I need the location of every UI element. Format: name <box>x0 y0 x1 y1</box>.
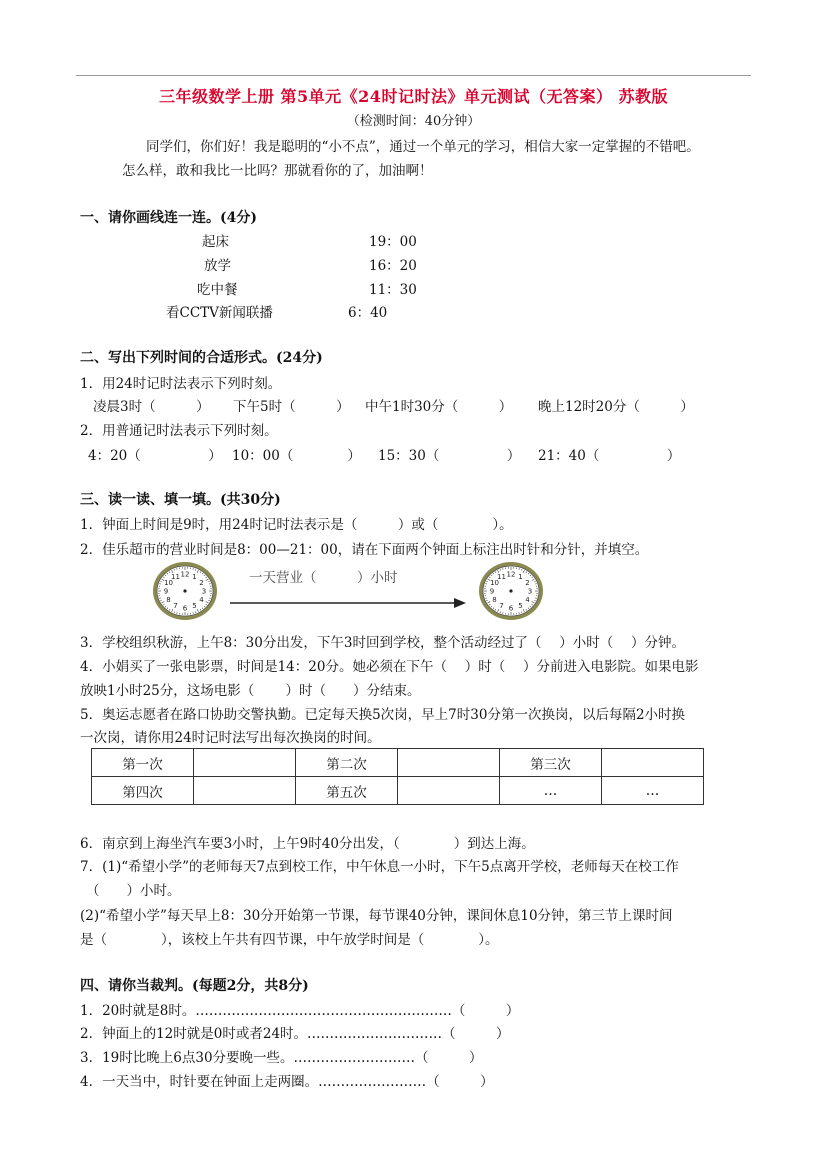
clock-number: 5 <box>518 602 523 611</box>
clock-number: 9 <box>163 587 169 596</box>
clock-number: 1 <box>192 572 197 581</box>
clock-number: 10 <box>164 579 174 587</box>
test-duration: （检测时间：40分钟） <box>346 114 481 129</box>
section1-heading: 一、请你画线连一连。(4分) <box>80 210 257 226</box>
clock-number: 2 <box>199 579 204 587</box>
section3-q2: 2．佳乐超市的营业时间是8：00—21：00，请在下面两个钟面上标注出时针和分针，并填空。 <box>80 542 649 558</box>
table-cell: 第二次 <box>296 749 398 777</box>
table-cell: 第四次 <box>92 777 194 805</box>
section3-heading: 三、读一读、填一填。(共30分) <box>80 492 281 508</box>
section3-q5-line1: 5．奥运志愿者在路口协助交警执勤。已定每天换5次岗，早上7时30分第一次换岗，以后每隔2小时换 <box>80 707 686 723</box>
section2-q2-item-4: 21：40（ ） <box>538 448 681 464</box>
section3-q4-line1: 4．小娟买了一张电影票，时间是14：20分。她必须在下午（ ）时（ ）分前进入电影院。如果电影 <box>80 659 699 675</box>
clock-number: 2 <box>525 579 530 587</box>
section2-q1: 1．用24时记时法表示下列时刻。 <box>80 376 282 392</box>
clock-number: 7 <box>173 602 178 611</box>
section3-q7-2-line2: 是（ ），该校上午共有四节课，中午放学时间是（ ）。 <box>80 932 499 948</box>
shift-change-table <box>91 748 704 805</box>
section3-q3: 3．学校组织秋游，上午8：30分出发，下午3时回到学校，整个活动经过了（ ）小时（ ）分钟。 <box>80 635 686 651</box>
match-left-4: 看CCTV新闻联播 <box>166 305 273 321</box>
section2-q1-item-1: 凌晨3时（ ） <box>93 399 210 415</box>
section2-q2-item-1: 4：20（ ） <box>88 448 222 464</box>
clock-number: 5 <box>192 602 197 611</box>
judge-item-4: 4．一天当中，时针要在钟面上走两圈。……………………（ ） <box>80 1074 494 1090</box>
clock-number: 8 <box>166 596 171 604</box>
section3-q6: 6．南京到上海坐汽车要3小时，上午9时40分出发，（ ）到达上海。 <box>80 836 535 852</box>
table-cell: … <box>500 777 602 805</box>
clock-number: 3 <box>527 587 533 596</box>
match-left-1: 起床 <box>202 234 229 250</box>
section2-heading: 二、写出下列时间的合适形式。(24分) <box>80 350 323 366</box>
match-right-4: 6：40 <box>348 305 388 321</box>
clock-center <box>509 589 512 592</box>
section2-q1-item-2: 下午5时（ ） <box>233 399 350 415</box>
match-right-1: 19：00 <box>369 234 417 250</box>
clock-number: 6 <box>182 604 188 613</box>
match-right-3: 11：30 <box>369 282 417 298</box>
answer-cell[interactable] <box>602 749 704 777</box>
answer-cell[interactable] <box>398 777 500 805</box>
clock-number: 11 <box>171 572 180 581</box>
section2-q1-item-4: 晚上12时20分（ ） <box>538 399 694 415</box>
clock-number: 7 <box>499 602 504 611</box>
clock-face-right <box>476 560 546 622</box>
clock-number: 12 <box>506 570 516 579</box>
clock-number: 11 <box>497 572 506 581</box>
answer-cell[interactable] <box>194 777 296 805</box>
clock-number: 9 <box>489 587 495 596</box>
table-cell: 第三次 <box>500 749 602 777</box>
section3-q4-line2: 放映1小时25分，这场电影（ ）时（ ）分结束。 <box>80 683 421 699</box>
table-cell: 第五次 <box>296 777 398 805</box>
table-row <box>92 749 704 777</box>
section2-q1-item-3: 中午1时30分（ ） <box>365 399 513 415</box>
section2-q2-item-2: 10：00（ ） <box>232 448 361 464</box>
match-left-3: 吃中餐 <box>197 282 238 298</box>
section3-q7-1-line2: （ ）小时。 <box>86 883 181 899</box>
table-cell: … <box>602 777 704 805</box>
clock-number: 6 <box>508 604 514 613</box>
answer-cell[interactable] <box>194 749 296 777</box>
table-cell: 第一次 <box>92 749 194 777</box>
clock-number: 4 <box>525 596 530 604</box>
section3-q1: 1．钟面上时间是9时，用24时记时法表示是（ ）或（ ）。 <box>80 517 513 533</box>
clock-number: 10 <box>490 579 500 587</box>
clock-number: 1 <box>518 572 523 581</box>
section3-q7-2-line1: (2)“希望小学”每天早上8：30分开始第一节课，每节课40分钟，课间休息10分钟，第三节上课时间 <box>80 908 673 924</box>
judge-item-2: 2．钟面上的12时就是0时或者24时。…………………………（ ） <box>80 1026 510 1042</box>
intro-line-1: 同学们，你们好！我是聪明的“小不点”，通过一个单元的学习，相信大家一定掌握的不错吧。 <box>146 139 700 155</box>
header-rule <box>76 75 751 76</box>
section3-q7-1-line1: 7．(1)“希望小学”的老师每天7点到校工作，中午休息一小时，下午5点离开学校，老师每天在校工作 <box>80 859 679 875</box>
page-title: 三年级数学上册 第5单元《24时记时法》单元测试（无答案） 苏教版 <box>158 87 669 106</box>
clock-face-left <box>150 560 220 622</box>
match-left-2: 放学 <box>204 258 231 274</box>
section2-q2-item-3: 15：30（ ） <box>378 448 521 464</box>
clock-number: 3 <box>201 587 207 596</box>
judge-item-3: 3．19时比晚上6点30分要晚一些。………………………（ ） <box>80 1050 483 1066</box>
section3-q5-line2: 一次岗，请你用24时记时法写出每次换岗的时间。 <box>80 730 381 746</box>
clock-number: 4 <box>199 596 204 604</box>
business-hours-label: 一天营业（ ）小时 <box>249 570 398 586</box>
match-right-2: 16：20 <box>369 258 417 274</box>
clock-center <box>183 589 186 592</box>
intro-line-2: 怎么样，敢和我比一比吗？那就看你的了，加油啊！ <box>122 163 433 179</box>
clock-number: 8 <box>492 596 497 604</box>
section2-q2: 2．用普通记时法表示下列时刻。 <box>80 423 278 439</box>
answer-cell[interactable] <box>398 749 500 777</box>
arrow <box>230 596 466 610</box>
clock-number: 12 <box>180 570 190 579</box>
section4-heading: 四、请你当裁判。(每题2分，共8分) <box>80 978 309 994</box>
table-row <box>92 777 704 805</box>
judge-item-1: 1．20时就是8时。…………………………………………………（ ） <box>80 1003 520 1019</box>
